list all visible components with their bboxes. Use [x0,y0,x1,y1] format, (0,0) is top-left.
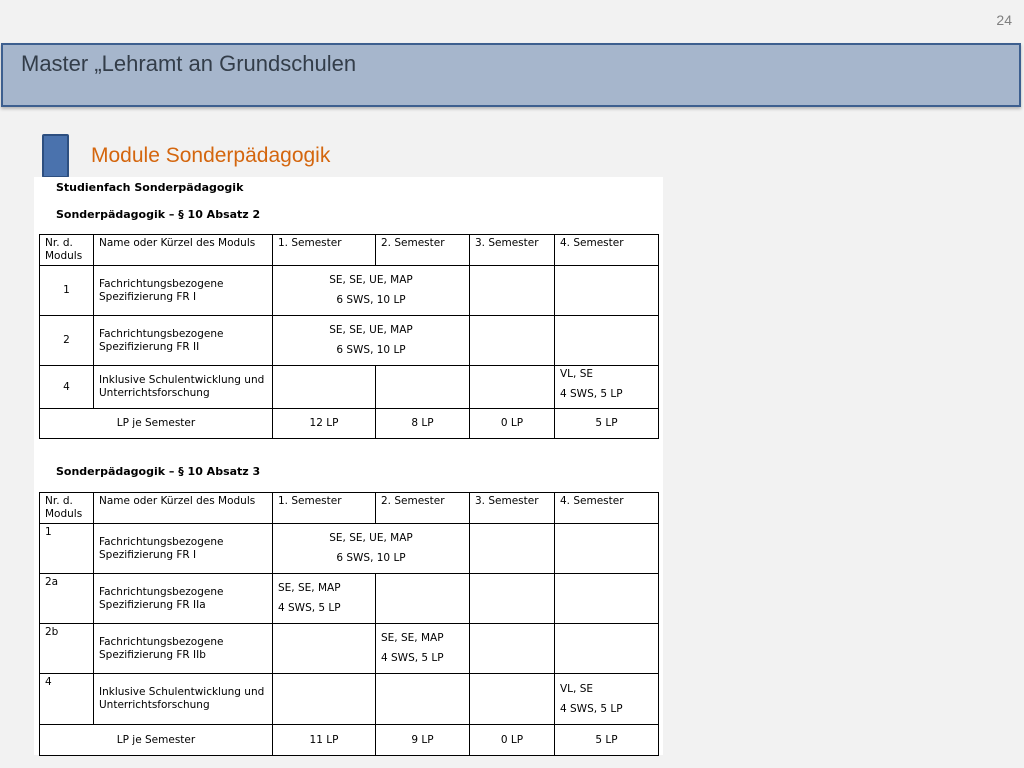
cell-line: 4 SWS, 5 LP [381,652,444,664]
table1-caption: Sonderpädagogik – § 10 Absatz 2 [56,208,261,221]
header-cell: 1. Semester [273,235,376,266]
semester-cell [555,574,659,624]
semester-cell [273,316,470,366]
total-value: 9 LP [376,725,470,756]
total-value: 12 LP [273,409,376,439]
cell-line: 6 SWS, 10 LP [336,294,406,306]
table-header-row [40,493,659,524]
cell-line: SE, SE, UE, MAP [329,532,413,544]
semester-cell [376,674,470,725]
cell-line: 6 SWS, 10 LP [336,344,406,356]
total-value: 0 LP [470,725,555,756]
semester-cell [470,266,555,316]
module-document [34,177,663,755]
total-value: 5 LP [555,409,659,439]
header-cell: 4. Semester [555,235,659,266]
module-name: Fachrichtungsbezogene Spezifizierung FR IIa [94,574,273,624]
cell-line: 4 SWS, 5 LP [560,702,623,715]
slide-number: 24 [996,12,1012,28]
cell-line: SE, SE, UE, MAP [329,324,413,336]
semester-cell [470,624,555,674]
header-cell: 4. Semester [555,493,659,524]
semester-cell [470,524,555,574]
total-value: 0 LP [470,409,555,439]
table-total-row [40,409,659,439]
table-row [40,266,659,316]
semester-cell [273,524,470,574]
table-row [40,674,659,725]
semester-cell [376,574,470,624]
title-bar [1,43,1021,107]
module-name: Fachrichtungsbezogene Spezifizierung FR II [94,316,273,366]
semester-cell [555,524,659,574]
semester-cell [273,674,376,725]
total-label: LP je Semester [40,409,273,439]
table-row [40,624,659,674]
slide-subtitle: Module Sonderpädagogik [91,144,331,167]
header-cell: 2. Semester [376,235,470,266]
semester-cell [555,266,659,316]
total-value: 5 LP [555,725,659,756]
semester-cell [376,624,470,674]
module-name: Fachrichtungsbezogene Spezifizierung FR I [94,266,273,316]
module-name: Inklusive Schulentwicklung und Unterrichtsforschung [94,674,273,725]
cell-line: VL, SE [560,682,594,695]
cell-line: 6 SWS, 10 LP [336,552,406,564]
module-number: 2 [40,316,94,366]
module-number: 1 [40,266,94,316]
header-cell: Name oder Kürzel des Moduls [94,493,273,524]
module-table-absatz-3 [39,492,659,756]
semester-cell [555,316,659,366]
document-heading: Studienfach Sonderpädagogik [56,181,244,194]
header-cell: 2. Semester [376,493,470,524]
module-table-absatz-2 [39,234,659,439]
module-name: Fachrichtungsbezogene Spezifizierung FR IIb [94,624,273,674]
semester-cell [273,574,376,624]
total-value: 11 LP [273,725,376,756]
table-row [40,574,659,624]
header-cell: 1. Semester [273,493,376,524]
total-value: 8 LP [376,409,470,439]
cell-line: 4 SWS, 5 LP [560,388,623,400]
header-cell: Name oder Kürzel des Moduls [94,235,273,266]
module-number: 1 [40,524,94,574]
cell-line: 4 SWS, 5 LP [278,602,341,614]
semester-cell [273,366,376,409]
semester-cell [555,624,659,674]
section-marker [42,134,69,178]
semester-cell [470,574,555,624]
table2-caption: Sonderpädagogik – § 10 Absatz 3 [56,465,261,478]
cell-line: SE, SE, MAP [381,632,444,644]
module-number: 4 [40,366,94,409]
semester-cell [273,266,470,316]
table-total-row [40,725,659,756]
table-row [40,524,659,574]
header-cell: Nr. d. Moduls [40,235,94,266]
semester-cell [470,316,555,366]
total-label: LP je Semester [40,725,273,756]
semester-cell [555,366,659,409]
module-number: 4 [40,674,94,725]
module-number: 2a [40,574,94,624]
module-number: 2b [40,624,94,674]
table-row [40,316,659,366]
module-name: Fachrichtungsbezogene Spezifizierung FR I [94,524,273,574]
semester-cell [555,674,659,725]
slide-title: Master „Lehramt an Grundschulen [21,51,357,76]
table-row [40,366,659,409]
header-cell: 3. Semester [470,235,555,266]
cell-line: SE, SE, MAP [278,582,341,594]
semester-cell [470,674,555,725]
table-header-row [40,235,659,266]
header-cell: Nr. d. Moduls [40,493,94,524]
header-cell: 3. Semester [470,493,555,524]
semester-cell [470,366,555,409]
cell-line: VL, SE [560,368,594,380]
module-name: Inklusive Schulentwicklung und Unterrichtsforschung [94,366,273,409]
semester-cell [273,624,376,674]
semester-cell [376,366,470,409]
cell-line: SE, SE, UE, MAP [329,274,413,286]
